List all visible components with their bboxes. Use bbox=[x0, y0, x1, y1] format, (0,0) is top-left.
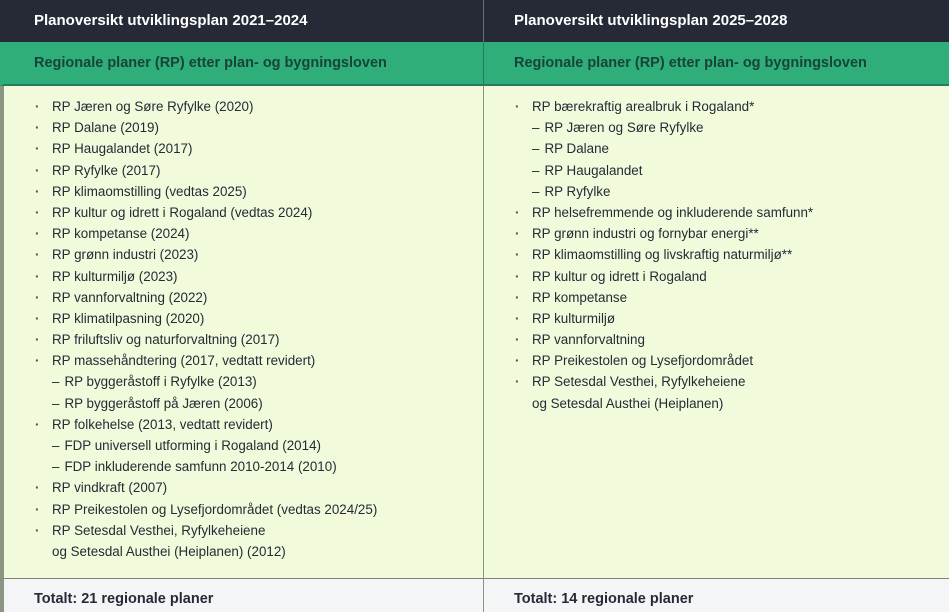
plan-name: RP Jæren og Søre Ryfylke (2020) bbox=[52, 99, 254, 114]
plan-name: RP kompetanse (2024) bbox=[52, 226, 190, 242]
list-item bbox=[35, 308, 483, 329]
dash-icon: – bbox=[52, 459, 60, 475]
list-item bbox=[515, 266, 949, 287]
plan-name: RP klimaomstilling (vedtas 2025) bbox=[52, 183, 247, 199]
plan-list-cell-right bbox=[483, 86, 949, 578]
list-item bbox=[35, 287, 483, 308]
sub-list-item bbox=[515, 138, 949, 159]
plan-name: RP bærekraftig arealbruk i Rogaland* bbox=[532, 99, 755, 114]
plan-name: RP Ryfylke bbox=[544, 183, 611, 199]
header-2025-2028 bbox=[483, 0, 949, 42]
total-left bbox=[0, 578, 483, 612]
plan-name: RP Haugalandet (2017) bbox=[52, 141, 193, 157]
plan-name: RP friluftsliv og naturforvaltning (2017) bbox=[52, 332, 280, 348]
dash-icon: – bbox=[532, 120, 540, 136]
dash-icon: – bbox=[52, 438, 60, 453]
plan-name: RP Preikestolen og Lysefjordområdet bbox=[532, 353, 754, 369]
list-item bbox=[35, 181, 483, 202]
plan-name: RP grønn industri (2023) bbox=[52, 247, 199, 263]
dash-icon: – bbox=[532, 141, 540, 157]
sub-list-item bbox=[35, 393, 483, 414]
total-right bbox=[483, 578, 949, 612]
plan-name: RP Dalane bbox=[544, 141, 609, 157]
list-item bbox=[35, 266, 483, 287]
plan-name: RP klimaomstilling og livskraftig naturmiljø** bbox=[532, 247, 793, 263]
list-item bbox=[35, 414, 483, 435]
list-item bbox=[35, 499, 483, 520]
list-item bbox=[515, 223, 949, 244]
sub-list-item bbox=[35, 371, 483, 392]
plan-name: og Setesdal Austhei (Heiplanen) bbox=[532, 395, 724, 411]
plan-name: RP byggeråstoff i Ryfylke (2013) bbox=[64, 374, 257, 390]
dash-icon: – bbox=[52, 395, 60, 411]
plan-name: RP Jæren og Søre Ryfylke bbox=[544, 120, 704, 136]
plan-name: RP kulturmiljø (2023) bbox=[52, 268, 178, 284]
plan-list-2021-2024 bbox=[35, 96, 483, 562]
plan-name: FDP universell utforming i Rogaland (2014) bbox=[64, 438, 321, 453]
plan-name: RP massehåndtering (2017, vedtatt revidert) bbox=[52, 353, 316, 369]
list-item bbox=[35, 138, 483, 159]
column-subtitle: Regionale planer (RP) etter plan- og bygningsloven bbox=[514, 55, 867, 71]
list-item bbox=[35, 350, 483, 371]
header-2021-2024 bbox=[0, 0, 483, 42]
list-item bbox=[515, 308, 949, 329]
sub-list-item bbox=[35, 456, 483, 477]
dash-icon: – bbox=[532, 183, 540, 199]
plan-name: FDP inkluderende samfunn 2010-2014 (2010) bbox=[64, 459, 337, 475]
plan-name: RP klimatilpasning (2020) bbox=[52, 310, 205, 326]
plan-name: RP kulturmiljø bbox=[532, 310, 616, 326]
list-item bbox=[35, 223, 483, 244]
list-item bbox=[35, 117, 483, 138]
plan-name: RP kompetanse bbox=[532, 289, 628, 305]
plan-name: RP Haugalandet bbox=[544, 162, 643, 178]
plan-name: og Setesdal Austhei (Heiplanen) (2012) bbox=[52, 543, 286, 559]
plan-list-2025-2028 bbox=[515, 96, 949, 414]
sub-list-item bbox=[35, 435, 483, 456]
plan-name: RP kultur og idrett i Rogaland (vedtas 2024) bbox=[52, 204, 313, 220]
list-item bbox=[35, 541, 483, 562]
list-item bbox=[515, 96, 949, 117]
list-item bbox=[35, 160, 483, 181]
plan-name: RP Setesdal Vesthei, Ryfylkeheiene bbox=[532, 374, 746, 390]
plan-name: RP Ryfylke (2017) bbox=[52, 162, 161, 178]
list-item bbox=[35, 329, 483, 350]
plan-name: RP Preikestolen og Lysefjordområdet (vedtas 2024/25) bbox=[52, 501, 378, 517]
list-item bbox=[515, 371, 949, 392]
list-item bbox=[35, 244, 483, 265]
sub-list-item bbox=[515, 181, 949, 202]
plan-name: RP kultur og idrett i Rogaland bbox=[532, 268, 707, 284]
plan-list-cell-left bbox=[0, 86, 483, 578]
sub-list-item bbox=[515, 160, 949, 181]
list-item bbox=[515, 244, 949, 265]
column-title: Planoversikt utviklingsplan 2025–2028 bbox=[514, 12, 788, 29]
list-item bbox=[35, 202, 483, 223]
list-item bbox=[515, 393, 949, 414]
plan-name: RP vannforvaltning bbox=[532, 332, 645, 348]
total-count: Totalt: 21 regionale planer bbox=[34, 591, 214, 607]
plan-name: RP byggeråstoff på Jæren (2006) bbox=[64, 395, 263, 411]
plan-name: RP Dalane (2019) bbox=[52, 120, 159, 136]
list-item bbox=[35, 477, 483, 498]
list-item bbox=[515, 350, 949, 371]
sub-list-item bbox=[515, 117, 949, 138]
plan-name: RP grønn industri og fornybar energi** bbox=[532, 226, 759, 242]
subheader-left bbox=[0, 42, 483, 86]
plan-name: RP helsefremmende og inkluderende samfunn* bbox=[532, 204, 814, 220]
list-item bbox=[35, 96, 483, 117]
subheader-right bbox=[483, 42, 949, 86]
dash-icon: – bbox=[532, 162, 540, 178]
column-subtitle: Regionale planer (RP) etter plan- og bygningsloven bbox=[34, 55, 387, 71]
list-item bbox=[515, 329, 949, 350]
plan-name: RP vindkraft (2007) bbox=[52, 480, 168, 496]
list-item bbox=[515, 202, 949, 223]
total-count: Totalt: 14 regionale planer bbox=[514, 591, 694, 607]
column-title: Planoversikt utviklingsplan 2021–2024 bbox=[34, 12, 308, 29]
dash-icon: – bbox=[52, 374, 60, 390]
plan-name: RP vannforvaltning (2022) bbox=[52, 289, 208, 305]
plan-name: RP folkehelse (2013, vedtatt revidert) bbox=[52, 416, 273, 432]
list-item bbox=[35, 520, 483, 541]
plan-name: RP Setesdal Vesthei, Ryfylkeheiene bbox=[52, 522, 266, 538]
list-item bbox=[515, 287, 949, 308]
